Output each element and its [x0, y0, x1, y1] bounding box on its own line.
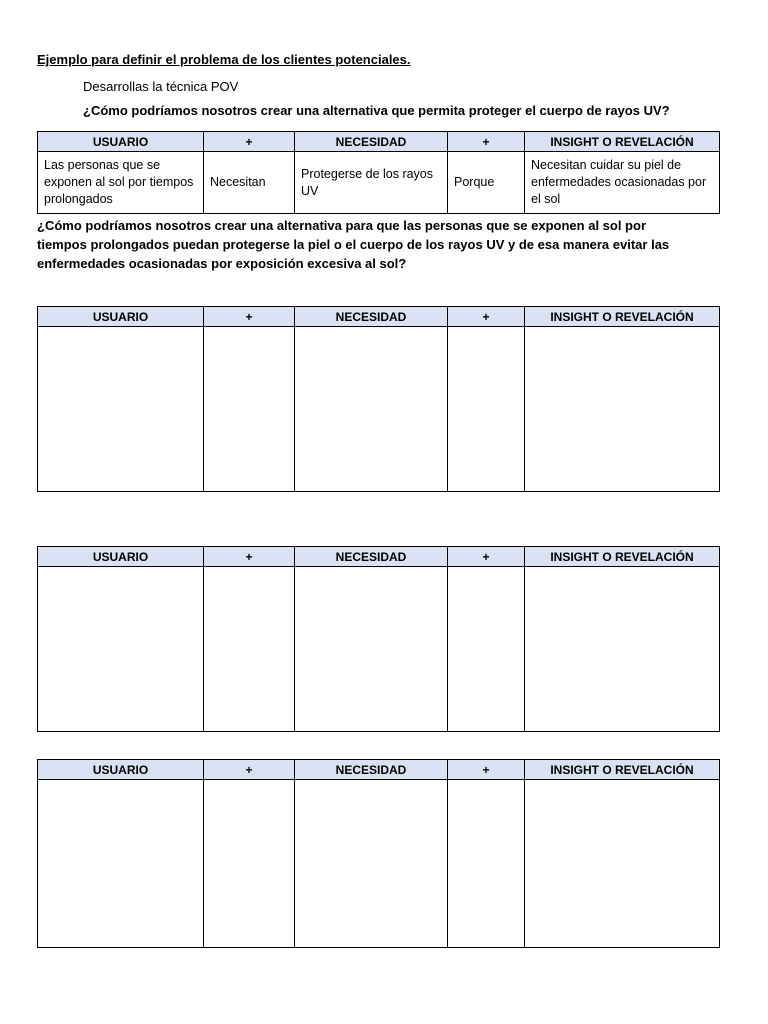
blank-cell-necesidad[interactable] — [295, 327, 448, 492]
blank-cell-connector[interactable] — [204, 780, 295, 948]
table-header-row — [38, 760, 720, 780]
header-plus: + — [448, 132, 525, 152]
cell-insight: Necesitan cuidar su piel de enfermedades ocasionadas por el sol — [525, 152, 720, 214]
header-usuario: USUARIO — [38, 132, 204, 152]
blank-cell-usuario[interactable] — [38, 327, 204, 492]
header-insight: INSIGHT O REVELACIÓN — [525, 547, 720, 567]
header-usuario: USUARIO — [38, 760, 204, 780]
table-row — [38, 780, 720, 948]
header-usuario: USUARIO — [38, 307, 204, 327]
cell-connector: Porque — [448, 152, 525, 214]
header-necesidad: NECESIDAD — [295, 547, 448, 567]
blank-cell-connector[interactable] — [204, 567, 295, 732]
blank-cell-connector[interactable] — [448, 780, 525, 948]
cell-usuario: Las personas que se exponen al sol por tiempos prolongados — [38, 152, 204, 214]
blank-cell-connector[interactable] — [204, 327, 295, 492]
table-header-row — [38, 547, 720, 567]
header-plus: + — [204, 547, 295, 567]
header-plus: + — [448, 307, 525, 327]
blank-cell-connector[interactable] — [448, 567, 525, 732]
table-row — [38, 152, 720, 214]
header-insight: INSIGHT O REVELACIÓN — [525, 760, 720, 780]
table-header-row — [38, 307, 720, 327]
table-row — [38, 567, 720, 732]
blank-cell-usuario[interactable] — [38, 567, 204, 732]
table-header-row — [38, 132, 720, 152]
header-insight: INSIGHT O REVELACIÓN — [525, 307, 720, 327]
header-insight: INSIGHT O REVELACIÓN — [525, 132, 720, 152]
long-question: ¿Cómo podríamos nosotros crear una alternativa para que las personas que se exponen al sol por tiempos prolongados puedan protegerse la piel o el cuerpo de los rayos UV y de esa manera evitar las enfermedades ocasionadas por exposición excesiva al sol? — [37, 218, 670, 271]
header-necesidad: NECESIDAD — [295, 132, 448, 152]
header-necesidad: NECESIDAD — [295, 307, 448, 327]
header-plus: + — [204, 760, 295, 780]
example-question: ¿Cómo podríamos nosotros crear una alternativa que permita proteger el cuerpo de rayos UV? — [83, 103, 670, 118]
header-plus: + — [204, 307, 295, 327]
blank-cell-insight[interactable] — [525, 327, 720, 492]
header-necesidad: NECESIDAD — [295, 760, 448, 780]
header-usuario: USUARIO — [38, 547, 204, 567]
blank-cell-necesidad[interactable] — [295, 780, 448, 948]
page-title: Ejemplo para definir el problema de los clientes potenciales. — [37, 52, 411, 67]
blank-cell-insight[interactable] — [525, 567, 720, 732]
blank-cell-insight[interactable] — [525, 780, 720, 948]
blank-cell-necesidad[interactable] — [295, 567, 448, 732]
blank-cell-connector[interactable] — [448, 327, 525, 492]
cell-connector: Necesitan — [204, 152, 295, 214]
header-plus: + — [204, 132, 295, 152]
table-row — [38, 327, 720, 492]
header-plus: + — [448, 760, 525, 780]
cell-necesidad: Protegerse de los rayos UV — [295, 152, 448, 214]
pov-blank-table-3 — [37, 759, 720, 948]
blank-cell-usuario[interactable] — [38, 780, 204, 948]
technique-line: Desarrollas la técnica POV — [83, 79, 239, 94]
pov-example-table — [37, 131, 720, 214]
header-plus: + — [448, 547, 525, 567]
pov-blank-table-2 — [37, 546, 720, 732]
pov-blank-table-1 — [37, 306, 720, 492]
